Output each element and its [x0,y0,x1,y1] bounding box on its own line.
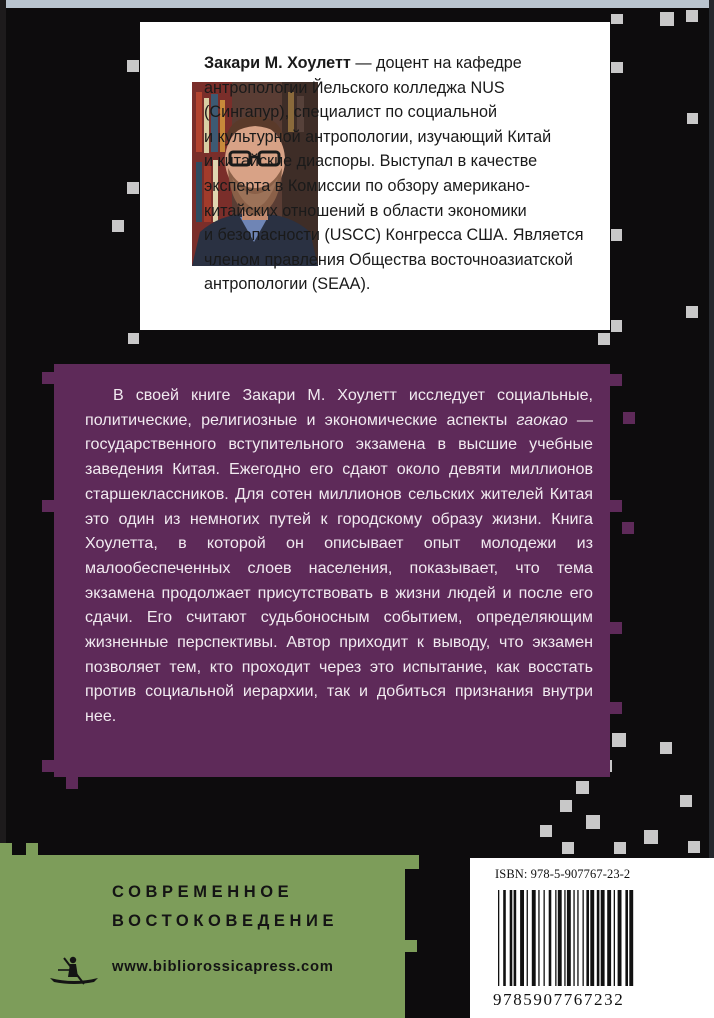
barcode-bar [527,890,528,986]
pixel-block [660,12,674,26]
pixel-block [127,182,139,194]
author-bio-line: и китайские диаспоры. Выступал в качестве [204,152,538,171]
pixel-block [611,14,623,24]
boat-rower-icon [46,948,102,988]
pixel-block-purple [42,760,54,772]
barcode-bar [510,890,513,986]
pixel-block-green [0,843,12,855]
author-bio-line: эксперта в Комиссии по обзору американо- [204,176,531,195]
barcode-bar [498,890,499,986]
pixel-block [687,113,698,124]
publisher-website: www.bibliorossicapress.com [112,959,334,975]
pixel-block [611,62,623,73]
annotation-paragraph: В своей книге Закари М. Хоулетт исследует социальные, политические, религиозные и экономические аспекты гаокао —государственного вступительного экзамена в высшие учебные заведения Китая. Ежегодно его сдают около девяти миллионов старшеклассников. Для сотен миллионов сельских жителей Китая это один из немногих путей к городскому образу жизни. Книга Хоулетта, в которой он описывает опыт молодежи из малообеспеченных слоев населения, показывает, что тема экзамена продолжает присутствовать в жизни людей и после его сдачи. Его считают судьбоносным событием, определяющим жизненные перспективы. Автор приходит к выводу, что экзамен позволяет тем, кто проходит через это испытание, как восстать против социальной иерархии, так и добиться признания внутри нее. [85,386,593,726]
barcode-bar [564,890,565,986]
author-name: Закари М. Хоулетт [204,54,351,72]
pixel-block [611,229,622,241]
pixel-block [576,781,589,794]
barcode-bar [549,890,552,986]
pixel-block [562,842,574,854]
barcode-bar [597,890,600,986]
barcode-bar [607,890,611,986]
pixel-block [688,841,700,853]
author-bio [204,51,602,297]
isbn-label: ISBN: 978-5-907767-23-2 [495,867,631,881]
pixel-block [612,733,626,747]
pixel-block [611,320,622,332]
barcode-bar [577,890,578,986]
gaokao-term: гаокао [516,410,568,429]
author-bio-line: китайских отношений в области экономики [204,201,527,220]
barcode-bar [555,890,556,986]
author-bio-line: антропологии Йельского колледжа NUS [204,78,505,97]
barcode-bar [629,890,633,986]
barcode-bar [514,890,517,986]
series-title [112,878,338,936]
series-title-line1: СОВРЕМЕННОЕ [112,883,294,901]
barcode-bar [558,890,562,986]
pixel-block [586,815,600,829]
barcode-bar [625,890,628,986]
author-bio-line: членом правления Общества восточноазиатской [204,250,573,269]
author-bio-line: антропологии (SEAA). [204,275,371,294]
barcode-bar [503,890,506,986]
barcode-bar [618,890,622,986]
pixel-block-purple [610,622,622,634]
author-bio-line: (Сингапур), специалист по социальной [204,103,498,122]
barcode-bar [544,890,545,986]
pixel-block [128,333,139,344]
pixel-block-green [405,855,419,869]
pixel-block [540,825,552,837]
pixel-block-purple [66,777,78,789]
pixel-block [686,306,698,318]
author-bio-line: Закари М. Хоулетт — доцент на кафедре [204,54,522,72]
barcode-bar [586,890,589,986]
annotation-text [85,383,593,729]
pixel-block [660,742,672,754]
author-bio-line: и культурной антропологии, изучающий Китай [204,127,552,146]
barcode-bars [496,890,706,994]
pixel-block-green [26,843,38,855]
barcode-bar [583,890,584,986]
pixel-block [127,60,139,72]
author-bio-line: и безопасности (USCC) Конгресса США. Является [204,226,584,245]
pixel-block [112,220,124,232]
barcode-bar [567,890,571,986]
top-edge [0,0,714,8]
barcode-bar [614,890,615,986]
pixel-block-purple [610,374,622,386]
pixel-block-purple [42,372,54,384]
pixel-block-purple [610,500,622,512]
pixel-block [598,333,610,345]
pixel-block [614,842,626,854]
barcode-bar [532,890,536,986]
pixel-block-purple [623,412,635,424]
pixel-block-green [405,940,417,952]
barcode-bar [538,890,539,986]
barcode-bar [601,890,605,986]
pixel-block-purple [42,500,54,512]
pixel-block [680,795,692,807]
barcode-bar [520,890,524,986]
pixel-block [686,10,698,22]
pixel-block-purple [622,522,634,534]
barcode-bar [573,890,574,986]
barcode-bar [590,890,594,986]
barcode-digits: 9785907767232 [493,990,625,1009]
pixel-block-purple [610,702,622,714]
pixel-block [560,800,572,812]
series-title-line2: ВОСТОКОВЕДЕНИЕ [112,912,339,930]
pixel-block [644,830,658,844]
